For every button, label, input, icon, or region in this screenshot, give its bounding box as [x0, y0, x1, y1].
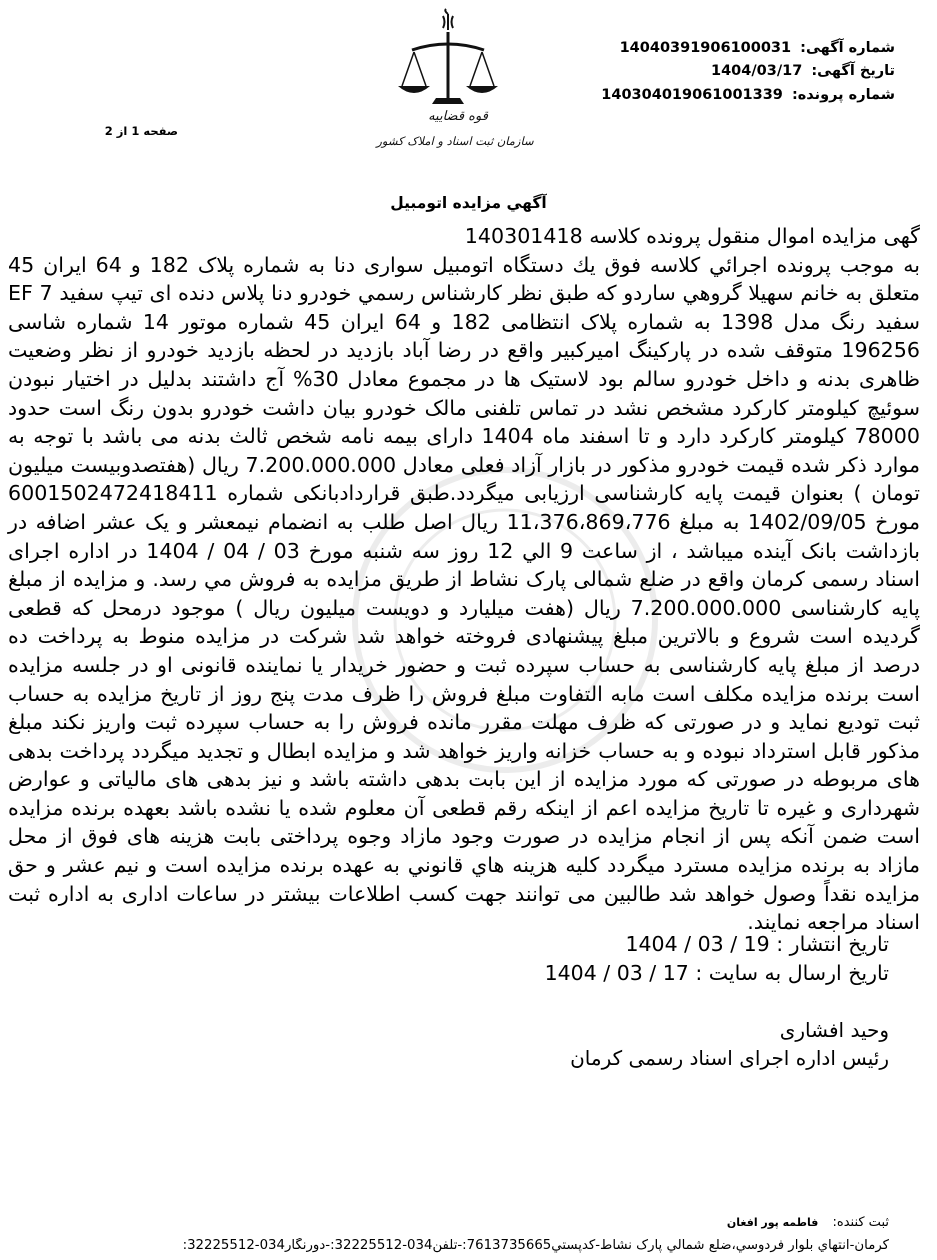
- case-number-label: شماره پرونده:: [791, 87, 895, 103]
- notice-date-label: تاریخ آگهی:: [811, 63, 895, 79]
- send-date-row: [329, 961, 889, 985]
- recorder-name: فاطمه پور افغان: [726, 1216, 819, 1229]
- notice-title: آگهي مزايده اتومبيل: [390, 194, 547, 212]
- publish-date-label: تاریخ انتشار :: [776, 932, 889, 956]
- page-number: صفحه 1 از 2: [104, 124, 178, 138]
- case-number-row: [515, 87, 895, 103]
- notice-body: [8, 222, 920, 937]
- send-date: 17 / 03 / 1404: [544, 961, 689, 985]
- notice-number: 14040391906100031: [619, 40, 792, 56]
- recorder-label: ثبت کننده:: [832, 1215, 889, 1230]
- notice-date: 1404/03/17: [711, 63, 803, 79]
- signer-position: رئیس اداره اجرای اسناد رسمی کرمان: [570, 1046, 889, 1070]
- body-paragraph: به موجب پرونده اجرائي كلاسه فوق يك دستگاه اتومبیل سواری دنا به شماره پلاک 182 و 64 ایران 45 متعلق به خانم سهیلا گروهي ساردو که طبق نظر كارشناس رسمي خودرو دنا پلاس دنده ای تیپ سفید EF 7 سفید رنگ مدل 1398 به شماره پلاک انتظامی 182 و 64 ایران 45 شماره موتور 14 شماره شاسی 196256 متوقف شده در پارکینگ امیرکبیر واقع در رضا آباد بازدید در لحظه بازدید خودرو از نظر وضعیت ظاهری بدنه و داخل خودرو سالم بود لاستیک ها در مجموع معادل 30% آج داشتند بدلیل در اختیار نبودن سوئیچ کیلومتر کارکرد مشخص نشد در تماس تلفنی مالک خودرو بیان داشت خودرو بدون رنگ است حدود 78000 کیلومتر کارکرد دارد و تا اسفند ماه 1404 دارای بیمه نامه شخص ثالث بدنه می باشد با توجه به موارد ذکر شده قیمت خودرو مذکور در بازار آزاد فعلی معادل 7.200.000.000 ریال (هفتصدوبیست میلیون تومان ) بعنوان قیمت پایه کارشناسی ارزیابی میگردد.طبق قراردادبانکی شماره 6001502472418411 مورخ 1402/09/05 به مبلغ 11،376،869،776 ريال اصل طلب به انضمام نیمعشر و یک عشر اضافه در بازداشت بانک آینده میباشد ، از ساعت 9 الي 12 روز سه شنبه مورخ 03 / 04 / 1404 در اداره اجرای اسناد رسمی کرمان واقع در ضلع شمالی پارک نشاط از طريق مزايده به فروش مي رسد. و مزایده از مبلغ پایه کارشناسی 7.200.000.000 ریال (هفت میلیارد و دویست میلیون ریال ) موجود درمحل که قطعی گردیده است شروع و بالاترین مبلغ پیشنهادی فروخته خواهد شد شرکت در مزایده منوط به پرداخت ده درصد از مبلغ پایه کارشناسی به حساب سپرده ثبت و حضور خریدار یا نماینده قانونی او در جلسه مزایده است برنده مزایده مکلف است مابه التفاوت مبلغ فروش را ظرف مدت پنج روز از تاریخ مزایده به حساب ثبت تودیع نماید و در صورتی که ظرف مهلت مقرر مانده فروش را به حساب سپرده ثبت واریز نکند مبلغ مذکور قابل استرداد نبوده و به حساب خزانه واریز خواهد شد و مزایده ابطال و تجدید میگردد پرداخت بدهی های مربوطه در صورتی که مورد مزایده از این بابت بدهی داشته باشد و نیز بدهی های مالیاتی و عوارض شهرداری و غیره تا تاریخ مزایده اعم از اینکه رقم قطعی آن معلوم شده یا نشده باشد بعهده برنده مزایده است ضمن آنکه پس از انجام مزایده در صورت وجود مازاد وجوه پرداختی بابت هزینه های فوق از محل مازاد به برنده مزایده مسترد میگردد کلیه هزینه هاي قانوني به عهده برنده مزايده است و نیم عشر و حق مزایده نقداً وصول خواهد شد طالبین می توانند جهت کسب اطلاعات بیشتر در ساعات اداری به اداره ثبت اسناد مراجعه نمایند.: [8, 252, 921, 935]
- notice-number-row: [515, 40, 895, 56]
- judiciary-emblem-icon: [370, 8, 540, 158]
- case-number: 140304019061001339: [601, 87, 783, 103]
- recorder-row: [389, 1215, 889, 1230]
- publish-date: 19 / 03 / 1404: [625, 932, 770, 956]
- notice-number-label: شماره آگهی:: [800, 40, 895, 56]
- signer-name: وحید افشاری: [779, 1018, 889, 1042]
- emblem-caption-2: سازمان ثبت اسناد و املاک کشور: [376, 134, 534, 148]
- publish-date-row: [329, 932, 889, 956]
- send-date-label: تاریخ ارسال به سایت :: [695, 961, 889, 985]
- emblem-caption-1: قوه قضاییه: [428, 109, 488, 124]
- notice-date-row: [515, 63, 895, 79]
- body-first-line: گهی مزایده اموال منقول پرونده کلاسه 140301418: [464, 224, 920, 248]
- footer-address: کرمان-انتهاي بلوار فردوسي،ضلع شمالي پارک نشاط-کدپستي7613735665:-تلفن034-32225512:-دورنگار034-32225512:: [182, 1238, 889, 1253]
